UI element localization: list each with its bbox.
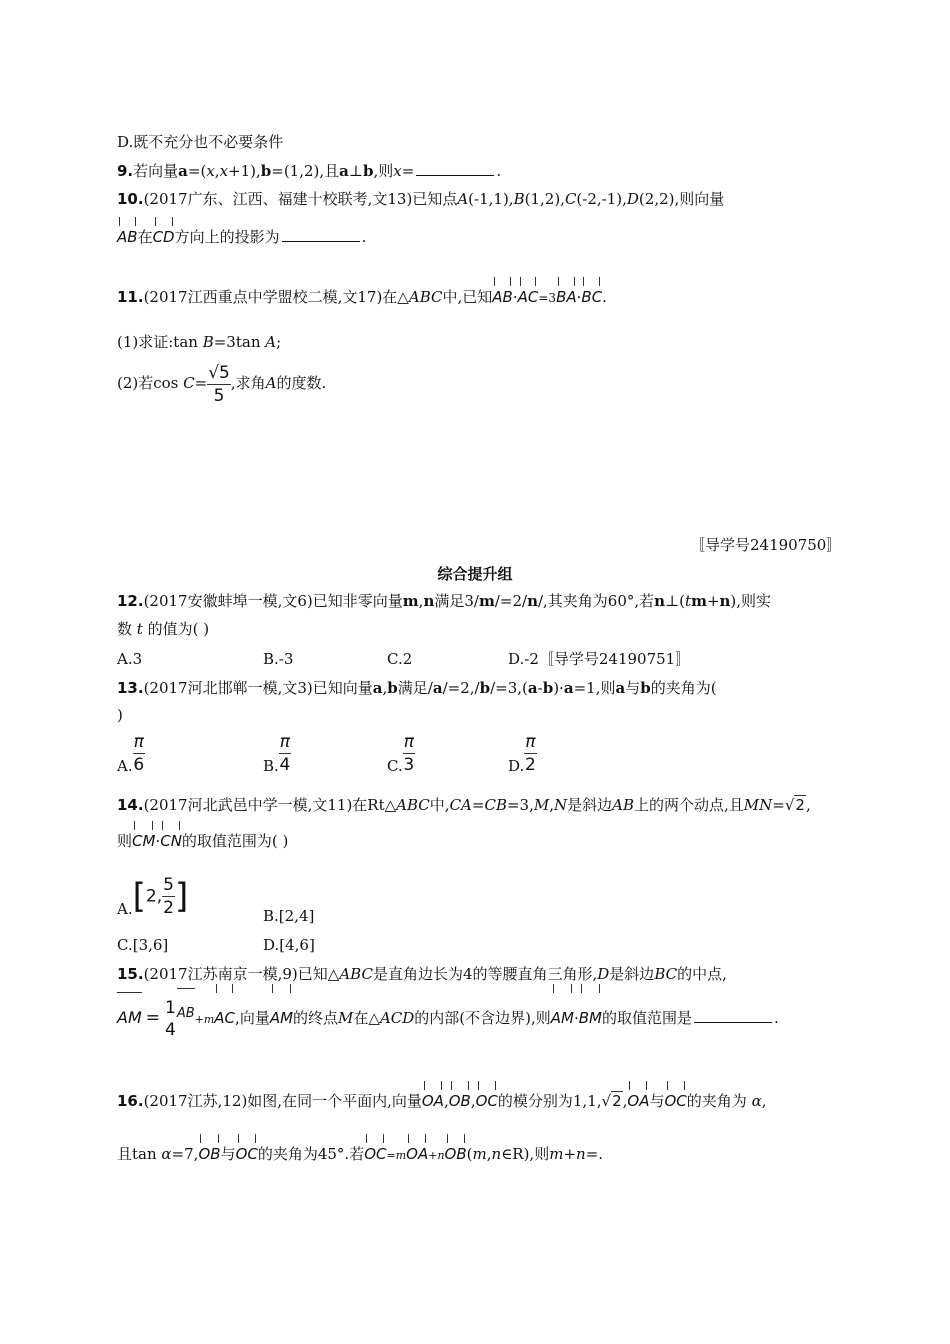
q16-text: =7, (171, 1145, 199, 1163)
q16-text: + (563, 1145, 577, 1163)
vector-b: b (640, 679, 651, 697)
q9-text: +1), (228, 162, 261, 180)
q14-option-a[interactable] (117, 874, 188, 919)
q14-text: = (471, 796, 485, 814)
q16-text: ( (466, 1145, 473, 1163)
var-m: m (472, 1145, 487, 1163)
fraction-denominator: 4 (279, 755, 291, 775)
question-10-line1 (117, 189, 724, 209)
q14-text: = (772, 796, 785, 814)
segment-cb: CB (484, 796, 507, 814)
q12-text: ⊥( (665, 592, 686, 610)
q9-text: =( (187, 162, 207, 180)
question-number: 13. (117, 679, 144, 697)
vector-n: n (654, 592, 666, 610)
fraction-numerator: 5 (163, 875, 174, 895)
radicand: 2 (612, 1092, 622, 1110)
q13-option-d[interactable] (508, 731, 537, 776)
vector-ac: AC (518, 283, 539, 307)
q12-text: + (706, 592, 720, 610)
question-12-line2 (117, 619, 209, 639)
q15-text: = (145, 1008, 160, 1028)
q15-text: 的中点, (677, 965, 727, 983)
q9-text: ,则 (373, 162, 394, 180)
q12-text: ),则实 (730, 592, 772, 610)
fraction-sqrt5-over-5 (207, 362, 231, 407)
q16-text: 与 (220, 1145, 236, 1163)
fraction-denominator: 4 (165, 1020, 176, 1040)
var-n: n (437, 1149, 445, 1162)
q10-text: (2017广东、江西、福建十校联考,文13)已知点 (143, 190, 458, 208)
vector-am: AM (117, 994, 142, 1042)
q12-text: /,其夹角为60°,若 (537, 592, 655, 610)
coord: (2,2),则向量 (638, 190, 725, 208)
vector-b: b (542, 679, 554, 697)
q16-text: 的夹角为 (686, 1092, 752, 1110)
q15-text: 是斜边 (609, 965, 655, 983)
angle-c: C (183, 374, 195, 392)
option-label: C. (387, 757, 403, 775)
fraction-numerator: π (133, 732, 144, 752)
q15-text: 在△ (353, 1009, 380, 1027)
q14-text: , (549, 796, 554, 814)
option-fraction (403, 731, 415, 776)
q12-text: 满足3/ (434, 592, 479, 610)
question-15-line1 (117, 964, 727, 984)
fraction-numerator: 1 (165, 998, 176, 1018)
sqrt-2: √2 (784, 796, 805, 814)
vector-b: b (387, 679, 398, 697)
q12-text: 数 (117, 620, 133, 638)
vector-a: a (372, 679, 383, 697)
option-label: A. (117, 900, 133, 918)
q9-text: 若向量 (133, 162, 179, 180)
answer-blank[interactable] (694, 1008, 772, 1023)
vector-cm: CM (132, 827, 155, 851)
q11-text: ,求角 (230, 374, 266, 392)
vector-bm: BM (579, 990, 602, 1042)
vector-ab: AB (177, 990, 195, 1038)
sqrt-2: √2 (601, 1092, 622, 1110)
q13-option-a[interactable] (117, 731, 145, 776)
fraction-denominator: 3 (403, 755, 415, 775)
vector-ob: OB (445, 1140, 467, 1164)
fraction-denominator: 2 (163, 898, 174, 918)
q13-text: (2017河北邯郸一模,文3)已知向量 (143, 679, 373, 697)
fraction-one-quarter (164, 997, 177, 1041)
vector-b: b (479, 679, 491, 697)
q15-text: 的终点 (293, 1009, 339, 1027)
point-d: D (597, 965, 610, 983)
q9-text: = (401, 162, 415, 180)
q11-text: (2017江西重点中学盟校二模,文17)在△ (143, 288, 409, 306)
q11-text: =3 (538, 291, 557, 305)
q15-text: (2017江苏南京一模,9)已知△ (143, 965, 340, 983)
q16-text: , (761, 1092, 767, 1110)
question-16-line2 (117, 1140, 603, 1166)
fraction-numerator: π (403, 732, 414, 752)
point-d: D (626, 190, 639, 208)
question-number: 10. (117, 190, 144, 208)
point-n: N (554, 796, 568, 814)
q16-text: =. (585, 1145, 604, 1163)
q13-text: 与 (625, 679, 641, 697)
option-fraction (133, 731, 145, 776)
angle-a: A (265, 374, 277, 392)
q11-text: ; (276, 333, 282, 351)
point-m: M (338, 1009, 354, 1027)
question-15-line2 (117, 990, 779, 1044)
dot-symbol: · (573, 1009, 579, 1027)
bracket-icon: [ (132, 876, 146, 917)
vector-a: a (563, 679, 574, 697)
question-9 (117, 161, 501, 181)
q13-option-b[interactable] (263, 731, 291, 776)
question-13-line2: ) (117, 706, 123, 724)
q12-option-c[interactable]: C.2 (387, 650, 413, 668)
point-b: B (513, 190, 525, 208)
q16-text: , (486, 1145, 492, 1163)
q12-text: (2017安徽蚌埠一模,文6)已知非零向量 (143, 592, 403, 610)
option-label: B. (263, 757, 279, 775)
answer-blank[interactable] (416, 161, 494, 176)
triangle-acd: ACD (379, 1009, 415, 1027)
q11-text: 的度数. (276, 374, 327, 392)
q15-text: 的取值范围是 (602, 1009, 693, 1027)
vector-n: n (423, 592, 435, 610)
q11-text: . (602, 288, 607, 306)
vector-oa: OA (422, 1087, 444, 1111)
q16-text: , (443, 1092, 449, 1110)
fraction-numerator: π (279, 732, 291, 752)
option-label: D. (508, 757, 525, 775)
triangle-abc: ABC (396, 796, 430, 814)
q9-text: =(1,2),且 (271, 162, 340, 180)
var-m: m (203, 1013, 215, 1026)
option-fraction (162, 874, 175, 919)
q11-text: 中,已知 (442, 288, 493, 306)
q13-text: 满足/ (397, 679, 433, 697)
vector-b: b (363, 162, 374, 180)
q13-text: /=3,( (490, 679, 528, 697)
coord: (-2,-1), (576, 190, 627, 208)
q16-text: ∈R),则 (501, 1145, 550, 1163)
q12-option-d[interactable]: D.-2 (508, 650, 539, 668)
fraction-numerator: √5 (208, 362, 230, 383)
dot-symbol: · (512, 288, 518, 306)
q14-text: 则 (117, 832, 133, 850)
point-c: C (564, 190, 577, 208)
q15-text: 的内部(不含边界),则 (414, 1009, 551, 1027)
segment-bc: BC (654, 965, 678, 983)
q14-text: 上的两个动点,且 (634, 796, 744, 814)
var-n: n (491, 1145, 502, 1163)
q12-text: /=2/ (494, 592, 528, 610)
q13-option-c[interactable] (387, 731, 415, 776)
segment-mn: MN (743, 796, 773, 814)
q11-text: (2)若cos (117, 374, 184, 392)
vector-ba: BA (556, 283, 577, 307)
q14-text: , (805, 796, 811, 814)
guide-number: 〚导学号24190750〛 (690, 536, 842, 554)
vector-ob: OB (198, 1140, 220, 1164)
q12-option-d-row (508, 649, 690, 669)
dot-symbol: · (155, 832, 161, 850)
q14-option-b[interactable]: B.[2,4] (263, 907, 315, 925)
vector-oc: OC (364, 1140, 386, 1164)
coord: (1,2), (524, 190, 565, 208)
segment-ca: CA (449, 796, 472, 814)
question-11-part2 (117, 360, 326, 407)
vector-oc: OC (476, 1087, 498, 1111)
vector-a: a (339, 162, 349, 180)
fraction-numerator: π (525, 732, 536, 752)
triangle-abc: ABC (339, 965, 373, 983)
angle-b: B (202, 333, 214, 351)
section-title: 综合提升组 (437, 565, 513, 583)
vector-m: m (478, 592, 495, 610)
vector-a: a (432, 679, 443, 697)
q13-text: )· (553, 679, 564, 697)
vector-n: n (527, 592, 538, 610)
question-16-line1 (117, 1087, 766, 1111)
guide-number: 〚导学号24190751〛 (538, 650, 691, 668)
q10-text: 在 (137, 228, 153, 246)
var-t: t (685, 592, 692, 610)
q14-text: =3, (506, 796, 534, 814)
q11-text: =3tan (213, 333, 266, 351)
question-13-line1 (117, 678, 717, 698)
question-number: 16. (117, 1092, 144, 1110)
q16-text: = (386, 1149, 396, 1162)
q8-option-d: D.既不充分也不必要条件 (117, 133, 284, 151)
question-12-line1 (117, 591, 771, 611)
question-10-line2 (117, 223, 366, 247)
vector-a: a (615, 679, 626, 697)
q11-text: (1)求证:tan (117, 333, 203, 351)
q16-text: 且tan (117, 1145, 162, 1163)
vector-a: a (527, 679, 538, 697)
q13-text: - (537, 679, 543, 697)
question-number: 15. (117, 965, 144, 983)
q16-text: (2017江苏,12)如图,在同一个平面内,向量 (143, 1092, 422, 1110)
vector-b: b (260, 162, 272, 180)
var-x: x (206, 162, 215, 180)
vector-ac: AC (214, 990, 235, 1042)
fraction-denominator: 5 (213, 385, 225, 406)
q15-text: + (194, 1013, 204, 1026)
vector-oc: OC (236, 1140, 258, 1164)
segment-ab: AB (612, 796, 634, 814)
var-x: x (219, 162, 229, 180)
q13-text: =1,则 (573, 679, 616, 697)
q16-text: 的模分别为1,1, (497, 1092, 602, 1110)
q15-text: ,向量 (235, 1009, 270, 1027)
question-number: 14. (117, 796, 144, 814)
question-14-line2 (117, 827, 288, 851)
q16-text: , (470, 1092, 476, 1110)
vector-m: m (691, 592, 707, 610)
fraction-denominator: 6 (133, 755, 145, 775)
vector-am: AM (270, 990, 293, 1042)
question-number: 9. (117, 162, 134, 180)
var-alpha: α (751, 1092, 762, 1110)
vector-oa: OA (406, 1140, 428, 1164)
option-fraction (279, 731, 291, 776)
fraction-denominator: 2 (524, 755, 536, 775)
q16-text: 的夹角为45°.若 (257, 1145, 365, 1163)
q15-text: 是直角边长为4的等腰直角三角形, (372, 965, 598, 983)
q16-text: + (428, 1149, 438, 1162)
radicand: 2 (795, 796, 805, 814)
question-number: 12. (117, 592, 144, 610)
vector-ab: AB (117, 223, 138, 247)
option-fraction (524, 731, 536, 776)
var-t: t (136, 620, 143, 638)
q16-text: 与 (649, 1092, 665, 1110)
vector-n: n (719, 592, 731, 610)
var-alpha: α (161, 1145, 172, 1163)
q13-text: , (382, 679, 388, 697)
answer-blank[interactable] (282, 227, 360, 242)
vector-a: a (178, 162, 188, 180)
bracket-icon: ] (174, 876, 189, 917)
q14-option-c[interactable]: C.[3,6] (117, 936, 169, 954)
vector-ob: OB (449, 1087, 471, 1111)
question-number: 11. (117, 288, 144, 306)
q13-text: /=2,/ (442, 679, 480, 697)
q11-text: = (194, 374, 208, 392)
option-label: A. (117, 757, 133, 775)
point-m: M (533, 796, 550, 814)
var-x: x (393, 162, 402, 180)
question-14-line1 (117, 795, 811, 815)
q9-text: . (496, 162, 502, 180)
dot-symbol: · (576, 288, 582, 306)
triangle-abc: ABC (408, 288, 443, 306)
vector-cn: CN (160, 827, 182, 851)
q12-text: 的值为( ) (147, 620, 210, 638)
perp-symbol: ⊥ (348, 162, 364, 180)
vector-ab: AB (492, 283, 513, 307)
q12-text: , (418, 592, 424, 610)
vector-m: m (402, 592, 419, 610)
q9-text: , (214, 162, 220, 180)
q14-text: 中, (429, 796, 450, 814)
var-m: m (395, 1149, 407, 1162)
point-a: A (457, 190, 469, 208)
vector-am: AM (551, 990, 574, 1042)
q12-option-a[interactable]: A.3 (117, 650, 143, 668)
angle-a: A (265, 333, 277, 351)
var-m: m (549, 1145, 564, 1163)
q10-text: 方向上的投影为 (174, 228, 280, 246)
question-11 (117, 283, 607, 308)
vector-bc: BC (581, 283, 602, 307)
vector-oa: OA (627, 1087, 649, 1111)
coord: (-1,1), (468, 190, 514, 208)
interval-lower: 2, (145, 886, 163, 907)
q14-text: 是斜边 (567, 796, 613, 814)
question-11-part1 (117, 332, 281, 352)
q15-text: . (774, 1009, 779, 1027)
q16-text: , (622, 1092, 628, 1110)
var-n: n (576, 1145, 586, 1163)
q14-text: (2017河北武邑中学一模,文11)在Rt△ (143, 796, 397, 814)
q12-option-b[interactable]: B.-3 (263, 650, 294, 668)
vector-cd: CD (153, 223, 175, 247)
q14-option-d[interactable]: D.[4,6] (263, 936, 315, 954)
q10-text: . (361, 228, 367, 246)
vector-oc: OC (665, 1087, 687, 1111)
q13-text: 的夹角为( (650, 679, 717, 697)
q14-text: 的取值范围为( ) (181, 832, 289, 850)
